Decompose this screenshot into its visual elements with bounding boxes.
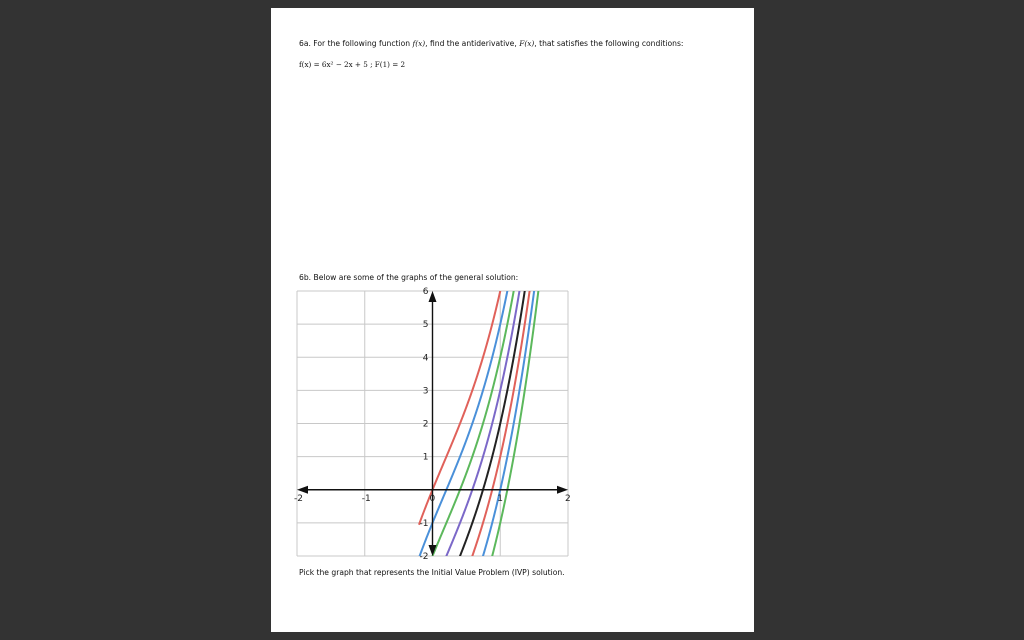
solution-graph (271, 8, 754, 632)
x-tick-label: 2 (565, 493, 571, 504)
y-tick-label: 4 (422, 353, 429, 364)
y-tick-label: 5 (422, 320, 429, 331)
y-axis-arrow-up (429, 291, 437, 302)
x-tick-label: -1 (361, 493, 371, 504)
footer-instruction: Pick the graph that represents the Initial Value Problem (IVP) solution. (299, 568, 565, 577)
q6a-fx: f(x) (412, 39, 426, 48)
q6a-suffix: , that satisfies the following conditions: (534, 39, 684, 48)
y-tick-label: 6 (422, 287, 429, 297)
y-tick-label: 2 (422, 419, 429, 430)
x-axis-arrow-left (297, 486, 308, 494)
q6a-Fx: F(x) (519, 39, 535, 48)
document-page (271, 8, 754, 632)
x-tick-label: -2 (294, 493, 303, 504)
q6a-middle: , find the antiderivative, (425, 39, 520, 48)
y-tick-label: -2 (419, 552, 429, 562)
q6a-prefix: 6a. For the following function (299, 39, 413, 48)
x-tick-label: 1 (497, 493, 503, 504)
x-tick-label: 0 (429, 493, 436, 504)
x-axis-arrow-right (557, 486, 568, 494)
y-tick-label: 1 (422, 452, 429, 463)
equation-line: f(x) = 6x² − 2x + 5 ; F(1) = 2 (299, 60, 406, 69)
y-tick-label: 3 (422, 386, 429, 397)
y-tick-label: -1 (419, 518, 429, 529)
question-6b-text: 6b. Below are some of the graphs of the general solution: (299, 273, 519, 282)
